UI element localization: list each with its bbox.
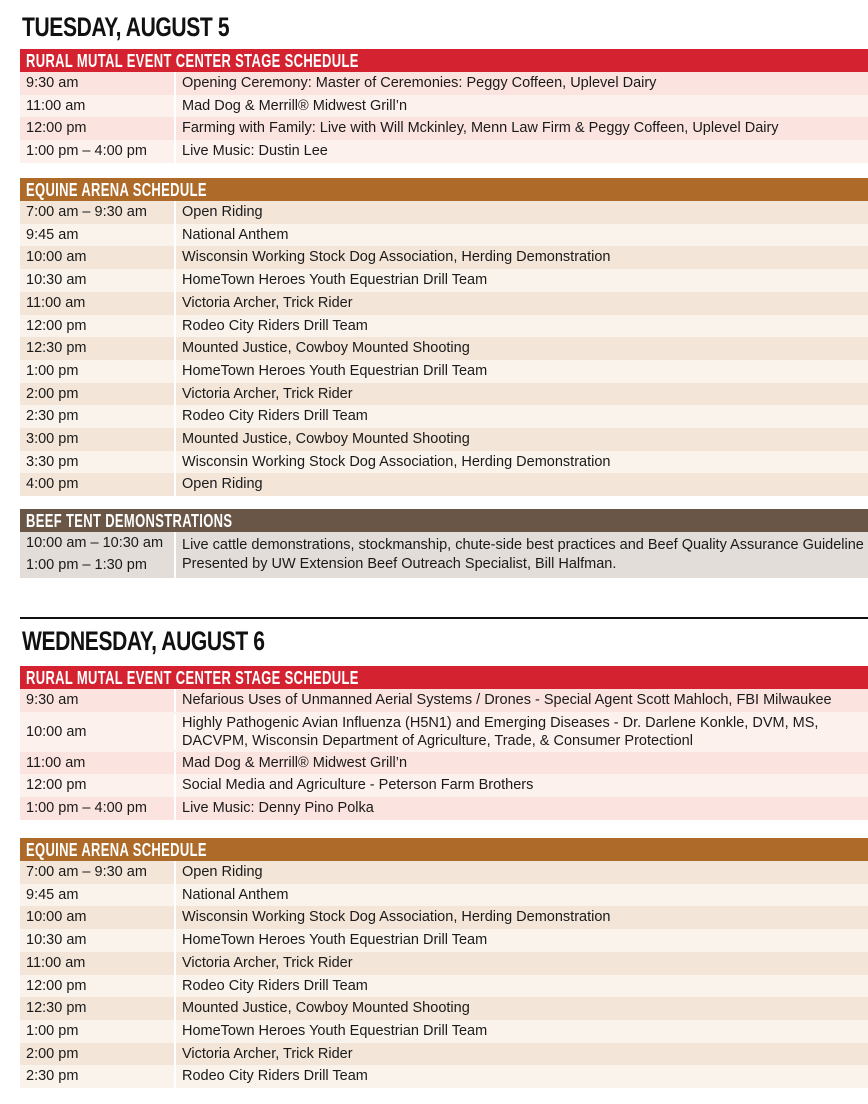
table-row (20, 405, 868, 428)
table-row (20, 797, 868, 820)
table-row (20, 383, 868, 406)
time-cell: 2:00 pm (20, 1043, 176, 1066)
table-row (20, 975, 868, 998)
time-cell: 11:00 am (20, 952, 176, 975)
schedule-rows (20, 201, 868, 496)
table-row (20, 1065, 868, 1088)
time-cell: 1:00 pm – 4:00 pm (20, 797, 176, 820)
description-cell: HomeTown Heroes Youth Equestrian Drill Team (182, 932, 488, 949)
section-header: EQUINE ARENA SCHEDULE (20, 178, 868, 201)
description-cell: Wisconsin Working Stock Dog Association, Herding Demonstration (182, 249, 611, 266)
description-cell: National Anthem (182, 886, 289, 903)
table-row (20, 689, 868, 712)
time-cell: 10:30 am (20, 269, 176, 292)
table-row (20, 95, 868, 118)
description-cell: HomeTown Heroes Youth Equestrian Drill Team (182, 1022, 488, 1039)
description-line: Live cattle demonstrations, stockmanship, chute-side best practices and Beef Quality Assurance Guideline (182, 537, 864, 553)
table-row (20, 140, 868, 163)
description-cell: Victoria Archer, Trick Rider (182, 954, 353, 971)
table-row (20, 292, 868, 315)
description-cell: Open Riding (182, 204, 263, 220)
description-cell: Farming with Family: Live with Will Mckinley, Menn Law Firm & Peggy Coffeen, Uplevel Dairy (182, 120, 779, 137)
schedule-rows (20, 689, 868, 820)
description-cell: Highly Pathogenic Avian Influenza (H5N1) and Emerging Diseases - Dr. Darlene Konkle, DVM, MS, DACVPM, Wisconsin Department of Agriculture, Trade, & Consumer Protectionl (182, 714, 819, 749)
table-row (20, 473, 868, 496)
description-cell: Open Riding (182, 864, 263, 880)
description-cell: HomeTown Heroes Youth Equestrian Drill Team (182, 362, 488, 379)
day-title-tuesday: TUESDAY, AUGUST 5 (22, 12, 230, 42)
time-cell: 12:00 pm (20, 117, 176, 140)
description-cell: HomeTown Heroes Youth Equestrian Drill Team (182, 272, 488, 289)
table-row (20, 861, 868, 884)
description-cell: Mounted Justice, Cowboy Mounted Shooting (182, 340, 470, 357)
table-row (20, 337, 868, 360)
section-header: RURAL MUTAL EVENT CENTER STAGE SCHEDULE (20, 49, 868, 72)
description-cell: Victoria Archer, Trick Rider (182, 385, 353, 402)
time-cell: 10:00 am (20, 246, 176, 269)
table-row (20, 929, 868, 952)
section-header: BEEF TENT DEMONSTRATIONS (20, 509, 868, 532)
description-cell: Mad Dog & Merrill® Midwest Grill’n (182, 754, 408, 771)
time-cell: 2:00 pm (20, 383, 176, 406)
time-cell: 11:00 am (20, 752, 176, 775)
table-row (20, 269, 868, 292)
time-cell: 2:30 pm (20, 405, 176, 428)
description-cell: Rodeo City Riders Drill Team (182, 317, 368, 334)
description-cell: National Anthem (182, 226, 289, 243)
table-row (20, 315, 868, 338)
table-row (20, 906, 868, 929)
description-cell: Social Media and Agriculture - Peterson Farm Brothers (182, 777, 534, 794)
equine-schedule-wednesday (20, 838, 868, 1088)
table-row (20, 451, 868, 474)
table-row (20, 1043, 868, 1066)
time-cell: 2:30 pm (20, 1065, 176, 1088)
description-cell: Mounted Justice, Cowboy Mounted Shooting (182, 431, 470, 448)
table-row (20, 997, 868, 1020)
time-cell: 12:00 pm (20, 774, 176, 797)
description-cell: Wisconsin Working Stock Dog Association, Herding Demonstration (182, 453, 611, 470)
description-cell: Rodeo City Riders Drill Team (182, 977, 368, 994)
table-row (20, 117, 868, 140)
time-cell: 9:30 am (20, 689, 176, 712)
day-title-wednesday: WEDNESDAY, AUGUST 6 (22, 626, 265, 656)
time-cell: 9:45 am (20, 224, 176, 247)
stage-schedule-tuesday (20, 49, 868, 163)
time-cell: 12:30 pm (20, 337, 176, 360)
time-cell: 4:00 pm (20, 473, 176, 496)
description-cell: Open Riding (182, 476, 263, 493)
description-cell: Victoria Archer, Trick Rider (182, 1045, 353, 1062)
section-header: RURAL MUTAL EVENT CENTER STAGE SCHEDULE (20, 666, 868, 689)
description-cell: Nefarious Uses of Unmanned Aerial Systems / Drones - Special Agent Scott Mahloch, FBI Milwaukee (182, 692, 832, 708)
time-cell: 3:00 pm (20, 428, 176, 451)
time-cell: 1:00 pm – 1:30 pm (26, 557, 147, 573)
description-line: Presented by UW Extension Beef Outreach Specialist, Bill Halfman. (182, 556, 617, 572)
day-divider (20, 617, 868, 619)
time-cell: 12:00 pm (20, 315, 176, 338)
table-row (20, 72, 868, 95)
time-cell: 10:00 am (20, 714, 176, 750)
description-cell: Mad Dog & Merrill® Midwest Grill’n (182, 97, 408, 114)
section-header: EQUINE ARENA SCHEDULE (20, 838, 868, 861)
table-row (20, 428, 868, 451)
table-row (20, 1020, 868, 1043)
time-cell: 7:00 am – 9:30 am (20, 861, 176, 884)
description-cell: Rodeo City Riders Drill Team (182, 408, 368, 425)
time-cell: 9:30 am (20, 72, 176, 95)
table-row (20, 246, 868, 269)
schedule-rows (20, 72, 868, 163)
time-cell: 3:30 pm (20, 451, 176, 474)
beef-tent-demonstrations (20, 509, 868, 578)
table-row (20, 712, 868, 752)
time-cell: 12:30 pm (20, 997, 176, 1020)
description-cell: Live Music: Denny Pino Polka (182, 800, 374, 817)
equine-schedule-tuesday (20, 178, 868, 496)
description-cell: Live Music: Dustin Lee (182, 143, 328, 160)
schedule-rows (20, 861, 868, 1088)
time-cell: 1:00 pm (20, 360, 176, 383)
beef-row (20, 532, 868, 578)
description-cell: Mounted Justice, Cowboy Mounted Shooting (182, 1000, 470, 1017)
table-row (20, 952, 868, 975)
time-cell: 10:00 am (20, 906, 176, 929)
time-cell: 10:00 am – 10:30 am (26, 535, 164, 551)
time-cell: 1:00 pm – 4:00 pm (20, 140, 176, 163)
time-cell: 10:30 am (20, 929, 176, 952)
table-row (20, 752, 868, 775)
table-row (20, 224, 868, 247)
stage-schedule-wednesday (20, 666, 868, 820)
time-cell: 9:45 am (20, 884, 176, 907)
table-row (20, 201, 868, 224)
time-cell: 7:00 am – 9:30 am (20, 201, 176, 224)
time-cell: 12:00 pm (20, 975, 176, 998)
description-cell: Victoria Archer, Trick Rider (182, 294, 353, 311)
table-row (20, 360, 868, 383)
description-cell: Wisconsin Working Stock Dog Association, Herding Demonstration (182, 909, 611, 926)
table-row (20, 774, 868, 797)
time-cell: 1:00 pm (20, 1020, 176, 1043)
description-cell: Opening Ceremony: Master of Ceremonies: Peggy Coffeen, Uplevel Dairy (182, 75, 657, 91)
table-row (20, 884, 868, 907)
time-cell: 11:00 am (20, 292, 176, 315)
time-cell: 11:00 am (20, 95, 176, 118)
description-cell: Rodeo City Riders Drill Team (182, 1068, 368, 1085)
